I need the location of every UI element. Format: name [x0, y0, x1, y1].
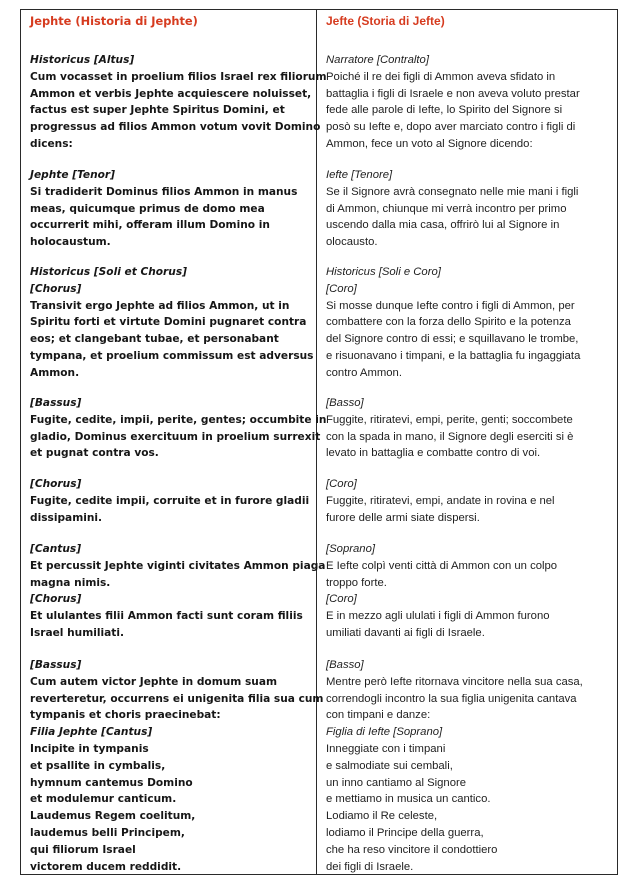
latin-section-bassus: [30, 395, 327, 462]
text-line: e salmodiate sui cembali,: [326, 759, 453, 772]
latin-section-narrator: [30, 52, 327, 153]
text-line: Fuggite, ritiratevi, empi, perite, genti; soccombete: [326, 413, 573, 426]
text-line: Si tradiderit Dominus filios Ammon in manus: [30, 185, 298, 198]
speaker-label: [Chorus]: [30, 282, 82, 295]
text-line: dissipamini.: [30, 511, 103, 524]
italian-section-jefte: [326, 167, 614, 251]
speaker-label: Jephte [Tenor]: [30, 169, 115, 181]
speaker-label: Iefte [Tenore]: [326, 169, 393, 181]
text-line: battaglia i figli di Israele e non aveva voluto prestar: [326, 87, 580, 100]
speaker-label: [Bassus]: [30, 397, 82, 409]
text-line: Et ululantes filii Ammon facti sunt coram filiis: [30, 610, 303, 623]
text-line: Cum vocasset in proelium filios Israel rex filiorum: [30, 70, 327, 83]
text-line: reverteretur, occurrens ei unigenita filia sua cum: [30, 692, 324, 705]
text-line: E Iefte colpì venti città di Ammon con un colpo: [326, 559, 558, 572]
speaker-label: [Basso]: [326, 397, 364, 409]
speaker-label: [Soprano]: [326, 543, 375, 555]
text-line: progressus ad filios Ammon votum vovit Domino: [30, 121, 321, 134]
text-line: furore delle armi siate dispersi.: [326, 511, 480, 524]
text-line: combattere con la forza dello Spirito e la potenza: [326, 316, 571, 329]
speaker-label: [Chorus]: [30, 478, 82, 490]
text-line: eos; et clangebant tubae, et personabant: [30, 333, 279, 346]
text-line: dei figli di Israele.: [326, 860, 414, 873]
text-line: Fugite, cedite, impii, perite, gentes; occumbite in: [30, 413, 327, 426]
text-line: gladio, Dominus exercituum in proelium surrexit: [30, 430, 321, 443]
text-line: qui filiorum Israel: [30, 843, 136, 856]
italian-section-coro: [326, 264, 614, 382]
text-line: con la spada in mano, il Signore degli eserciti si è: [326, 430, 574, 443]
text-line: che ha reso vincitore il condottiero: [326, 843, 498, 856]
text-line: e mettiamo in musica un cantico.: [326, 793, 491, 806]
speaker-label: Historicus [Soli et Chorus]: [30, 266, 187, 278]
text-line: uscendo dalla mia casa, offrirò lui al Signore in: [326, 219, 560, 232]
text-line: Fugite, cedite impii, corruite et in furore gladii: [30, 494, 310, 507]
text-line: Poiché il re dei figli di Ammon aveva sfidato in: [326, 70, 556, 83]
speaker-label: [Chorus]: [30, 593, 82, 606]
speaker-label: [Basso]: [326, 659, 364, 671]
speaker-label: Historicus [Altus]: [30, 54, 135, 66]
text-line: factus est super Jephte Spiritus Domini, et: [30, 104, 285, 117]
text-line: un inno cantiamo al Signore: [326, 776, 467, 789]
text-line: levato in battaglia e combatte contro di voi.: [326, 447, 541, 460]
text-line: Lodiamo il Re celeste,: [326, 810, 438, 823]
text-line: Incipite in tympanis: [30, 742, 149, 755]
latin-section-daughter: [30, 657, 324, 875]
text-line: tympanis et choris praecinebat:: [30, 709, 221, 722]
latin-column-header: Jephte (Historia di Jephte): [30, 14, 198, 28]
text-line: laudemus belli Principem,: [30, 826, 185, 839]
text-line: Ammon, fece un voto al Signore dicendo:: [326, 137, 533, 150]
speaker-label: [Coro]: [326, 593, 357, 606]
text-line: victorem ducem reddidit.: [30, 860, 182, 873]
text-line: correndogli incontro la sua figlia unigenita cantava: [326, 692, 577, 705]
text-line: di Ammon, chiunque mi verrà incontro per primo: [326, 202, 567, 215]
text-line: Transivit ergo Jephte ad filios Ammon, ut in: [30, 299, 290, 312]
text-line: con timpani e danze:: [326, 709, 431, 722]
text-line: umiliati davanti ai figli di Israele.: [326, 626, 485, 639]
latin-section-chorus-2: [30, 476, 314, 526]
text-line: hymnum cantemus Domino: [30, 776, 193, 789]
text-line: Laudemus Regem coelitum,: [30, 810, 196, 823]
text-line: troppo forte.: [326, 576, 387, 589]
speaker-label: Historicus [Soli e Coro]: [326, 266, 441, 278]
italian-section-narrator: [326, 52, 614, 153]
speaker-label: [Coro]: [326, 282, 357, 295]
italian-column-header: Jefte (Storia di Jefte): [326, 14, 445, 28]
text-line: occurrerit mihi, offeram illum Domino in: [30, 219, 270, 232]
text-line: Israel humiliati.: [30, 626, 125, 639]
speaker-label: [Coro]: [326, 478, 357, 490]
speaker-label: Figlia di Iefte [Soprano]: [326, 726, 443, 739]
text-line: e risuonavano i timpani, e la battaglia fu ingaggiata: [326, 349, 581, 362]
text-line: Inneggiate con i timpani: [326, 742, 446, 755]
text-line: Si mosse dunque Iefte contro i figli di Ammon, per: [326, 299, 575, 312]
speaker-label: [Bassus]: [30, 659, 82, 671]
text-line: del Signore contro di essi; e squillavano le trombe,: [326, 333, 579, 346]
text-line: Mentre però Iefte ritornava vincitore nella sua casa,: [326, 675, 583, 688]
text-line: Se il Signore avrà consegnato nelle mie mani i figli: [326, 185, 579, 198]
text-line: holocaustum.: [30, 236, 111, 249]
speaker-label: [Cantus]: [30, 543, 82, 555]
text-line: Fuggite, ritiratevi, empi, andate in rovina e nel: [326, 494, 555, 507]
latin-section-chorus: [30, 264, 314, 382]
parallel-text-table: [20, 9, 618, 875]
text-line: et pugnat contra vos.: [30, 447, 159, 460]
text-line: contro Ammon.: [326, 366, 402, 379]
text-line: Ammon.: [30, 366, 80, 379]
text-line: tympana, et proelium commissum est adversus: [30, 349, 314, 362]
italian-section-basso: [326, 395, 614, 462]
speaker-label: Narratore [Contralto]: [326, 54, 429, 66]
text-line: olocausto.: [326, 236, 378, 249]
text-line: Et percussit Jephte viginti civitates Ammon piaga: [30, 559, 326, 572]
text-line: lodiamo il Principe della guerra,: [326, 826, 484, 839]
text-line: meas, quicumque primus de domo mea: [30, 202, 265, 215]
italian-section-soprano: [326, 541, 614, 642]
text-line: posò su Iefte e, dopo aver marciato contro i figli di: [326, 121, 576, 134]
text-line: magna nimis.: [30, 576, 111, 589]
text-line: et psallite in cymbalis,: [30, 759, 166, 772]
latin-section-cantus: [30, 541, 326, 642]
latin-section-jephte: [30, 167, 314, 251]
italian-section-coro-2: [326, 476, 614, 526]
text-line: fede alle parole di Iefte, lo Spirito del Signore si: [326, 104, 563, 117]
italian-section-figlia: [326, 657, 614, 875]
text-line: Spiritu forti et virtute Domini pugnaret contra: [30, 316, 307, 329]
text-line: dicens:: [30, 137, 73, 150]
text-line: Ammon et verbis Jephte acquiescere noluisset,: [30, 87, 312, 100]
text-line: E in mezzo agli ululati i figli di Ammon furono: [326, 610, 550, 623]
speaker-label: Filia Jephte [Cantus]: [30, 726, 153, 739]
text-line: Cum autem victor Jephte in domum suam: [30, 675, 278, 688]
text-line: et modulemur canticum.: [30, 793, 177, 806]
